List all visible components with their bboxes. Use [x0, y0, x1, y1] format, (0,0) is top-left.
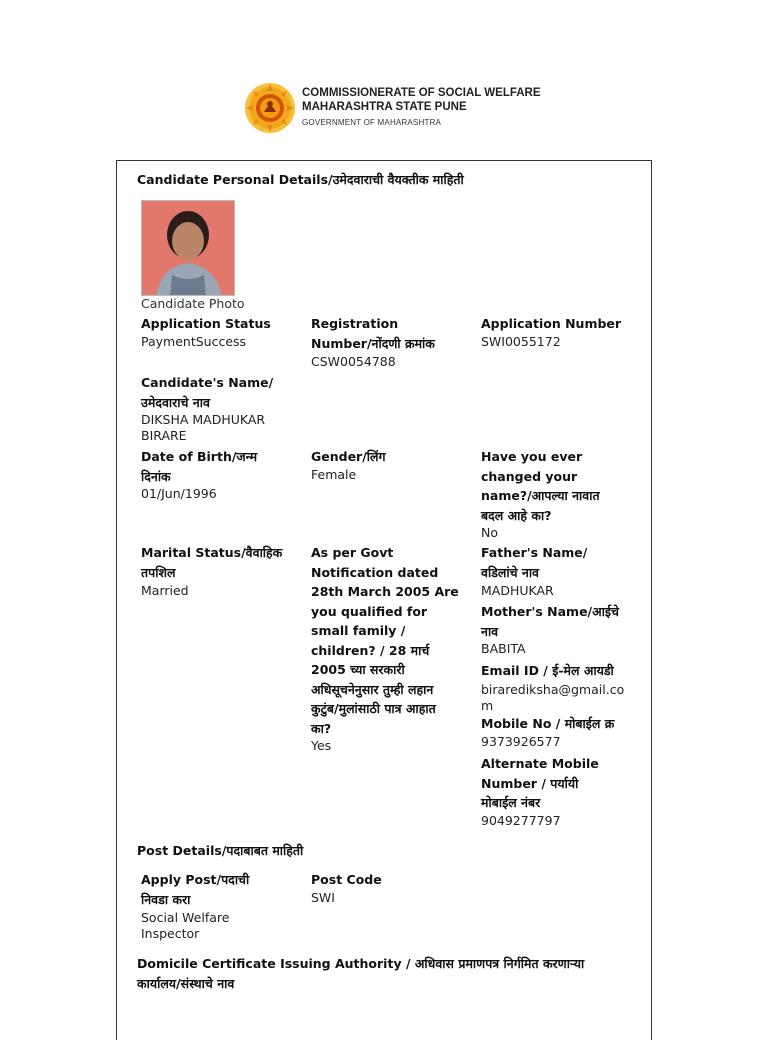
domicile-title-line1: Domicile Certificate Issuing Authority / अधिवास प्रमाणपत्र निर्गमित करणाऱ्या — [137, 956, 585, 971]
candidate-name-line2: BIRARE — [141, 428, 187, 443]
alt-mobile-value: 9049277797 — [481, 813, 561, 828]
section-title-domicile — [137, 954, 637, 994]
email-value-line1: biraredikshа@gmail.co — [481, 682, 625, 697]
candidate-name-label-line2: उमेदवाराचे नाव — [141, 394, 210, 410]
candidate-photo — [141, 200, 235, 296]
apply-post-value-line2: Inspector — [141, 926, 200, 941]
marital-status-value: Married — [141, 583, 189, 598]
post-code-value: SWI — [311, 890, 335, 905]
name-change-label-line3: name?/आपल्या नावात — [481, 488, 600, 503]
registration-label-line1: Registration — [311, 316, 399, 331]
alt-mobile-label — [481, 754, 639, 813]
dob-label — [141, 447, 301, 486]
candidate-name-label-line1: Candidate's Name/ — [141, 375, 274, 390]
name-change-label-line4: बदल आहे का? — [481, 507, 552, 523]
apply-post-value-line1: Social Welfare — [141, 910, 230, 925]
registration-number-label — [311, 314, 471, 353]
small-family-label-line: 2005 च्या सरकारी — [311, 662, 405, 677]
apply-post-label-line2: निवडा करा — [141, 891, 191, 907]
application-number-label: Application Number — [481, 316, 622, 331]
header-title-line1: COMMISSIONERATE OF SOCIAL WELFARE — [302, 87, 541, 99]
registration-number-value: CSW0054788 — [311, 354, 396, 369]
mother-label-line1: Mother's Name/आईचे — [481, 604, 619, 619]
father-name-value: MADHUKAR — [481, 583, 554, 598]
small-family-label — [311, 543, 476, 738]
header-subtitle: GOVERNMENT OF MAHARASHTRA — [302, 118, 442, 127]
marital-status-label — [141, 543, 301, 582]
header-title-line2: MAHARASHTRA STATE PUNE — [302, 101, 467, 113]
email-label: Email ID / ई-मेल आयडी — [481, 663, 614, 678]
alt-mobile-label-line2: Number / पर्यायी — [481, 775, 579, 791]
small-family-label-line: कुटुंब/मुलांसाठी पात्र आहात — [311, 701, 436, 716]
registration-label-line2: Number/नोंदणी क्रमांक — [311, 335, 435, 351]
name-change-value: No — [481, 525, 498, 540]
mobile-label: Mobile No / मोबाईल क्र — [481, 716, 615, 731]
maharashtra-emblem-icon — [244, 82, 296, 134]
section-title-personal: Candidate Personal Details/उमेदवाराची वैयक्तीक माहिती — [137, 172, 464, 187]
candidate-name-label — [141, 373, 301, 412]
apply-post-label-line1: Apply Post/पदाची — [141, 872, 250, 887]
application-status-value: PaymentSuccess — [141, 334, 247, 349]
application-status-label: Application Status — [141, 316, 271, 331]
candidate-photo-image — [142, 201, 235, 296]
small-family-label-line: As per Govt — [311, 545, 394, 560]
father-name-label — [481, 543, 639, 582]
gender-value: Female — [311, 467, 357, 482]
email-value — [481, 682, 639, 714]
photo-caption: Candidate Photo — [141, 296, 245, 311]
small-family-label-line: Notification dated — [311, 564, 439, 580]
small-family-label-line: अधिसूचनेनुसार तुम्ही लहान — [311, 681, 434, 697]
candidate-name-line1: DIKSHA MADHUKAR — [141, 412, 266, 427]
candidate-name-value — [141, 412, 301, 444]
small-family-label-line: 28th March 2005 Are — [311, 584, 459, 599]
marital-label-line2: तपशिल — [141, 564, 176, 580]
dob-value: 01/Jun/1996 — [141, 486, 217, 501]
header — [244, 82, 544, 136]
mother-name-value: BABITA — [481, 641, 526, 656]
dob-label-line2: दिनांक — [141, 468, 171, 484]
dob-label-line1: Date of Birth/जन्म — [141, 449, 258, 464]
apply-post-label — [141, 870, 301, 909]
gender-label: Gender/लिंग — [311, 449, 386, 464]
small-family-label-line: का? — [311, 720, 332, 736]
application-number-value: SWI0055172 — [481, 334, 561, 349]
father-label-line2: वडिलांचे नाव — [481, 564, 540, 580]
marital-label-line1: Marital Status/वैवाहिक — [141, 545, 283, 560]
mobile-value: 9373926577 — [481, 734, 561, 749]
small-family-label-line: children? / 28 मार्च — [311, 642, 430, 658]
name-change-label-line2: changed your — [481, 468, 578, 484]
name-change-label-line1: Have you ever — [481, 449, 583, 464]
small-family-label-line: you qualified for — [311, 603, 428, 619]
alt-mobile-label-line3: मोबाईल नंबर — [481, 795, 541, 810]
apply-post-value — [141, 910, 301, 942]
domicile-title-line2: कार्यालय/संस्थाचे नाव — [137, 976, 235, 991]
mother-name-label — [481, 602, 639, 641]
mother-label-line2: नाव — [481, 623, 499, 639]
small-family-label-line: small family / — [311, 623, 406, 638]
email-value-line2: m — [481, 698, 494, 713]
name-change-label — [481, 447, 639, 525]
section-title-post: Post Details/पदाबाबत माहिती — [137, 843, 304, 858]
father-label-line1: Father's Name/ — [481, 545, 588, 560]
small-family-value: Yes — [311, 738, 332, 753]
alt-mobile-label-line1: Alternate Mobile — [481, 756, 599, 771]
post-code-label: Post Code — [311, 872, 382, 887]
